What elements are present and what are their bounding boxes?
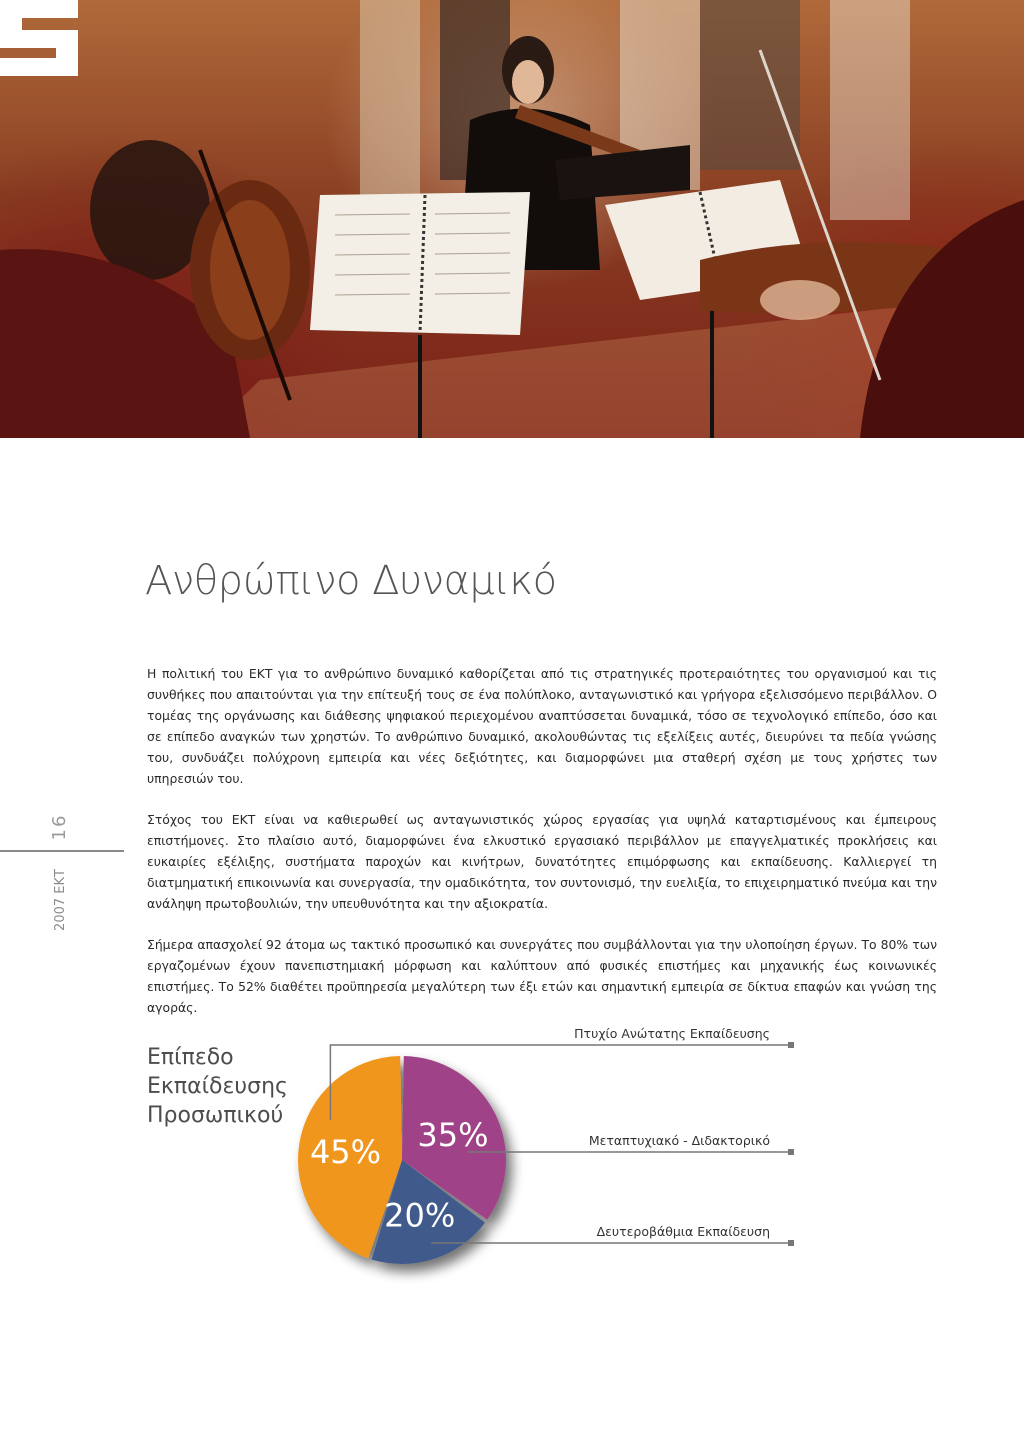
- paragraph-staff: Σήμερα απασχολεί 92 άτομα ως τακτικό προσωπικό και συνεργάτες που συμβάλλονται για την υλοποίηση έργων. Το 80% των εργαζομένων έχουν πανεπιστημιακή μόρφωση και καλύπτουν από φυσικές επιστήμες και μηχανικής έως κοινωνικές επιστήμες. Το 52% διαθέτει προϋπηρεσία μεγαλύτερη των έξι ετών και σημαντική εμπειρία σε δίκτυα επαφών και γνώση της αγοράς.: [147, 937, 937, 1015]
- pie-percent-label: 35%: [417, 1116, 489, 1155]
- pie-percent-label: 45%: [309, 1133, 382, 1172]
- page-title: Ανθρώπινο Δυναμικό: [145, 558, 557, 604]
- chart-title-line: Προσωπικού: [147, 1103, 284, 1128]
- education-pie-chart: [290, 1025, 810, 1295]
- musicians-illustration: [0, 0, 1024, 438]
- chart-title: [147, 1043, 288, 1130]
- paragraph-goal: Στόχος του ΕΚΤ είναι να καθιερωθεί ως ανταγωνιστικός χώρος εργασίας για υψηλά καταρτισμένους και έμπειρους επιστήμονες. Στο πλαίσιο αυτό, διαμορφώνει ένα ελκυστικό εργασιακό περιβάλλον με επαγγελματικές προκλήσεις και ευκαιρίες εξέλιξης, συστήματα παροχών και κινήτρων, δυνατότητες επιμόρφωσης και εκπαίδευσης. Καλλιεργεί τη διατμηματική επικοινωνία και συνεργασία, την ομαδικότητα, τον συντονισμό, την ευελιξία, το επιχειρηματικό πνεύμα και την ανάληψη πρωτοβουλιών, την υπευθυνότητα και την αξιοκρατία.: [147, 812, 937, 911]
- header-photo: [0, 0, 1024, 438]
- legend-label: Δευτεροβάθμια Εκπαίδευση: [596, 1224, 770, 1239]
- number-5-block-icon: [0, 0, 78, 76]
- chart-title-line: Εκπαίδευσης: [147, 1074, 288, 1099]
- leader-end-marker: [788, 1042, 794, 1048]
- legend-label: Πτυχίο Ανώτατης Εκπαίδευσης: [574, 1026, 770, 1041]
- chart-title-line: Επίπεδο: [147, 1045, 234, 1070]
- page-number: 16: [49, 813, 70, 841]
- pie-percent-label: 20%: [384, 1196, 456, 1235]
- legend-label: Μεταπτυχιακό - Διδακτορικό: [588, 1133, 770, 1148]
- leader-end-marker: [788, 1240, 794, 1246]
- paragraph-policy: Η πολιτική του ΕΚΤ για το ανθρώπινο δυναμικό καθορίζεται από τις στρατηγικές προτεραιότητες του οργανισμού και τις συνθήκες που απαιτούνται για την επίτευξή τους σε ένα πολύπλοκο, ανταγωνιστικό και γρήγορα εξελισσόμενο περιβάλλον. Ο τομέας της οργάνωσης και διάθεσης ψηφιακού περιεχομένου αναπτύσσεται δυναμικά, τόσο σε τεχνολογικό επίπεδο, όσο και σε επίπεδο αναγκών των χρηστών. Το ανθρώπινο δυναμικό, ακολουθώντας τις εξελίξεις αυτές, διευρύνει τα πεδία γνώσης του, συνδυάζει πολύχρονη εμπειρία και νέες δεξιότητες, και διαμορφώνει μια σταθερή σχέση με τους χρήστες των υπηρεσιών του.: [147, 666, 937, 786]
- leader-end-marker: [788, 1149, 794, 1155]
- report-year-label: 2007 ΕΚΤ: [53, 869, 68, 931]
